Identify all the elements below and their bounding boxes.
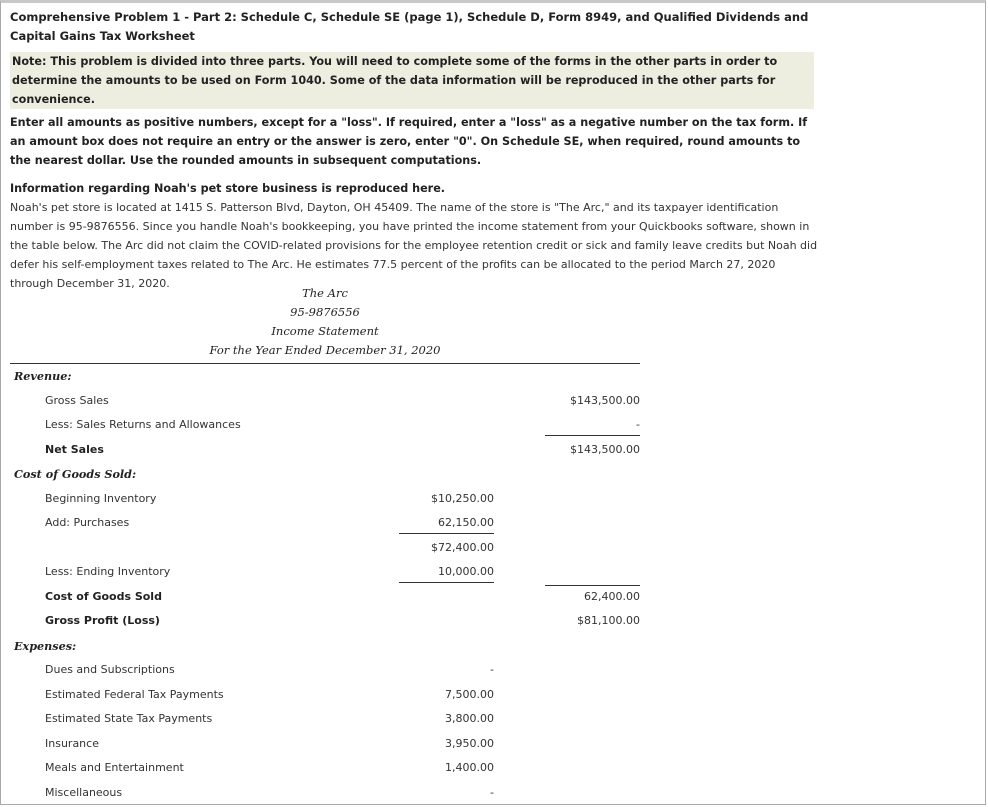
cogs-section-label: Cost of Goods Sold: <box>14 467 137 481</box>
note-box: Note: This problem is divided into three parts. You will need to complete some of the forms in the other parts in order to determine the amounts to be used on Form 1040. Some of the data information will be reproduced in the other parts for convenience. <box>10 52 814 109</box>
dues-value: - <box>490 663 494 676</box>
meals-value: 1,400.00 <box>445 761 494 774</box>
expenses-section-label: Expenses: <box>14 638 77 653</box>
dues-label: Dues and Subscriptions <box>45 663 175 676</box>
returns-value: - <box>636 418 640 431</box>
purchases-row <box>10 511 640 536</box>
state-tax-value: 3,800.00 <box>445 712 494 725</box>
net-sales-label: Net Sales <box>45 442 104 456</box>
problem-content <box>10 8 822 293</box>
gross-sales-value: $143,500.00 <box>570 393 640 407</box>
federal-tax-label: Estimated Federal Tax Payments <box>45 687 224 701</box>
gross-profit-label: Gross Profit (Loss) <box>45 614 160 627</box>
miscellaneous-value: - <box>490 785 494 799</box>
ending-inventory-underline <box>399 582 494 583</box>
subtotal-value: $72,400.00 <box>431 540 494 554</box>
net-sales-value: $143,500.00 <box>570 442 640 456</box>
returns-label: Less: Sales Returns and Allowances <box>45 418 241 431</box>
meals-label: Meals and Entertainment <box>45 761 184 774</box>
state-tax-label: Estimated State Tax Payments <box>45 712 213 725</box>
purchases-value: 62,150.00 <box>438 516 494 529</box>
ending-inventory-value: 10,000.00 <box>438 565 494 578</box>
ending-inventory-row <box>10 560 640 585</box>
revenue-section-label: Revenue: <box>14 369 72 383</box>
expenses-section-row <box>10 634 640 659</box>
statement-tin: 95-9876556 <box>290 305 360 319</box>
insurance-label: Insurance <box>45 736 99 750</box>
gross-sales-label: Gross Sales <box>45 393 109 407</box>
state-tax-row <box>10 707 640 732</box>
statement-period: For the Year Ended December 31, 2020 <box>209 343 441 357</box>
subtotal-row <box>10 536 640 561</box>
info-heading: Information regarding Noah's pet store business is reproduced here. <box>10 182 446 195</box>
income-statement <box>10 284 640 805</box>
beginning-inventory-label: Beginning Inventory <box>45 491 157 505</box>
insurance-row <box>10 732 640 757</box>
cogs-row <box>10 585 640 610</box>
returns-underline <box>545 435 640 436</box>
cogs-section-row <box>10 462 640 487</box>
federal-tax-value: 7,500.00 <box>445 687 494 701</box>
gross-profit-row <box>10 609 640 634</box>
statement-company: The Arc <box>302 286 348 300</box>
returns-row <box>10 413 640 438</box>
purchases-underline <box>399 533 494 534</box>
info-text: Noah's pet store is located at 1415 S. Patterson Blvd, Dayton, OH 45409. The name of the store is "The Arc," and its taxpayer identification number is 95-9876556. Since you handle Noah's bookkeeping, you have printed the income statement from your Quickbooks software, shown in the table below. The Arc did not claim the COVID-related provisions for the employee retention credit or sick and family leave credits but Noah did defer his self-employment taxes related to The Arc. He estimates 77.5 percent of the profits can be allocated to the period March 27, 2020 through December 31, 2020. <box>10 201 818 290</box>
miscellaneous-label: Miscellaneous <box>45 785 123 799</box>
statement-name: Income Statement <box>271 324 379 338</box>
beginning-inventory-value: $10,250.00 <box>431 491 494 505</box>
meals-row <box>10 756 640 781</box>
miscellaneous-row <box>10 781 640 806</box>
cogs-underline <box>545 585 640 586</box>
instructions-text: Enter all amounts as positive numbers, except for a "loss". If required, enter a "loss" as a negative number on the tax form. If an amount box does not require an entry or the answer is zero, enter "0". On Schedule SE, when required, round amounts to the nearest dollar. Use the rounded amounts in subsequent computations. <box>10 116 808 167</box>
cogs-label: Cost of Goods Sold <box>45 589 162 603</box>
ending-inventory-label: Less: Ending Inventory <box>45 565 171 578</box>
purchases-label: Add: Purchases <box>45 516 130 529</box>
dues-row <box>10 658 640 683</box>
gross-profit-value: $81,100.00 <box>577 614 640 627</box>
cogs-value: 62,400.00 <box>584 589 640 603</box>
net-sales-row <box>10 438 640 463</box>
problem-title: Comprehensive Problem 1 - Part 2: Schedule C, Schedule SE (page 1), Schedule D, Form 8949, and Qualified Dividends and Capital Gains Tax Worksheet <box>10 10 809 43</box>
gross-sales-row <box>10 389 640 414</box>
federal-tax-row <box>10 683 640 708</box>
beginning-inventory-row <box>10 487 640 512</box>
revenue-section-row <box>10 364 640 389</box>
insurance-value: 3,950.00 <box>445 736 494 750</box>
